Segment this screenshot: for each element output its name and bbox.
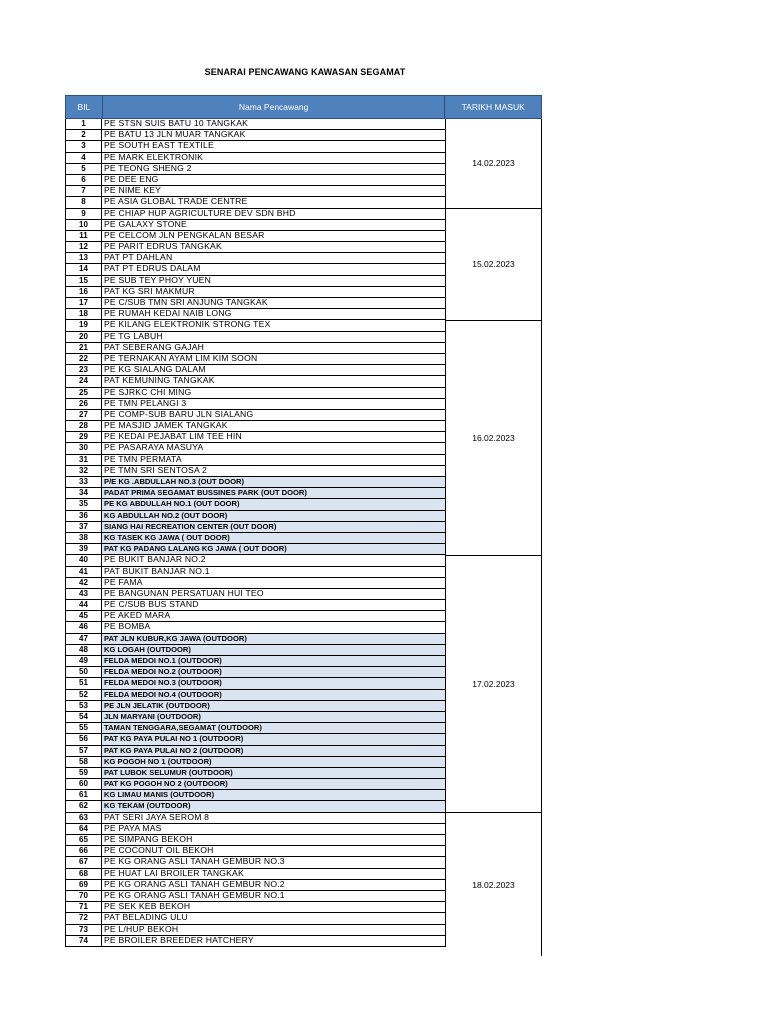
date-group-cell: 17.02.2023 <box>446 556 542 814</box>
row-bil: 48 <box>65 645 102 656</box>
header-date: TARIKH MASUK <box>461 102 525 112</box>
row-bil: 36 <box>65 511 102 522</box>
row-bil: 44 <box>65 600 102 611</box>
row-station-name: PE BROILER BREEDER HATCHERY <box>102 936 446 947</box>
row-station-name: PE C/SUB BUS STAND <box>102 600 446 611</box>
row-bil: 61 <box>65 790 102 801</box>
row-bil: 65 <box>65 835 102 846</box>
row-bil: 41 <box>65 567 102 578</box>
row-bil: 50 <box>65 667 102 678</box>
row-station-name: SIANG HAI RECREATION CENTER (OUT DOOR) <box>102 522 446 533</box>
row-bil: 49 <box>65 656 102 667</box>
row-station-name: JLN MARYANI (OUTDOOR) <box>102 712 446 723</box>
row-station-name: PE TERNAKAN AYAM LIM KIM SOON <box>102 354 446 365</box>
table-body <box>65 119 542 947</box>
row-station-name: PAT KG POGOH NO 2 (OUTDOOR) <box>102 779 446 790</box>
row-station-name: PE PASARAYA MASUYA <box>102 443 446 454</box>
row-station-name: PAT KG PAYA PULAI NO 1 (OUTDOOR) <box>102 734 446 745</box>
row-station-name: PE TG LABUH <box>102 332 446 343</box>
row-bil: 45 <box>65 611 102 622</box>
row-bil: 19 <box>65 320 102 331</box>
row-station-name: PE BATU 13 JLN MUAR TANGKAK <box>102 130 446 141</box>
row-bil: 39 <box>65 544 102 555</box>
row-bil: 42 <box>65 578 102 589</box>
row-station-name: PAT LUBOK SELUMUR (OUTDOOR) <box>102 768 446 779</box>
row-station-name: PE KG ORANG ASLI TANAH GEMBUR NO.1 <box>102 891 446 902</box>
row-bil: 69 <box>65 880 102 891</box>
date-group-cell: 16.02.2023 <box>446 321 542 556</box>
row-bil: 51 <box>65 678 102 689</box>
row-station-name: PAT SEBERANG GAJAH <box>102 343 446 354</box>
row-station-name: PE RUMAH KEDAI NAIB LONG <box>102 309 446 320</box>
row-bil: 24 <box>65 376 102 387</box>
row-station-name: PE BANGUNAN PERSATUAN HUI TEO <box>102 589 446 600</box>
row-station-name: PE KG ABDULLAH NO.1 (OUT DOOR) <box>102 499 446 510</box>
row-station-name: PAT KEMUNING TANGKAK <box>102 376 446 387</box>
row-bil: 8 <box>65 197 102 208</box>
row-station-name: PE STSN SUIS BATU 10 TANGKAK <box>102 119 446 130</box>
row-station-name: PAT PT EDRUS DALAM <box>102 264 446 275</box>
row-station-name: FELDA MEDOI NO.4 (OUTDOOR) <box>102 690 446 701</box>
date-group-cell: 14.02.2023 <box>446 119 542 209</box>
row-bil: 67 <box>65 857 102 868</box>
row-bil: 29 <box>65 432 102 443</box>
table-header <box>65 95 542 119</box>
row-bil: 47 <box>65 634 102 645</box>
row-station-name: PAT KG PADANG LALANG KG JAWA ( OUT DOOR) <box>102 544 446 555</box>
row-station-name: KG LIMAU MANIS (OUTDOOR) <box>102 790 446 801</box>
row-station-name: PE JLN JELATIK (OUTDOOR) <box>102 701 446 712</box>
row-station-name: KG TASEK KG JAWA ( OUT DOOR) <box>102 533 446 544</box>
row-bil: 33 <box>65 477 102 488</box>
row-station-name: PE CELCOM JLN PENGKALAN BESAR <box>102 231 446 242</box>
row-bil: 46 <box>65 622 102 633</box>
row-station-name: TAMAN TENGGARA,SEGAMAT (OUTDOOR) <box>102 723 446 734</box>
row-station-name: PAT SERI JAYA SEROM 8 <box>102 813 446 824</box>
row-bil: 64 <box>65 824 102 835</box>
row-bil: 6 <box>65 175 102 186</box>
row-bil: 58 <box>65 757 102 768</box>
row-bil: 7 <box>65 186 102 197</box>
row-station-name: PAT KG PAYA PULAI NO 2 (OUTDOOR) <box>102 746 446 757</box>
row-bil: 28 <box>65 421 102 432</box>
row-bil: 31 <box>65 455 102 466</box>
row-bil: 71 <box>65 902 102 913</box>
row-bil: 26 <box>65 399 102 410</box>
row-bil: 21 <box>65 343 102 354</box>
row-bil: 37 <box>65 522 102 533</box>
row-bil: 13 <box>65 253 102 264</box>
row-bil: 14 <box>65 264 102 275</box>
row-station-name: FELDA MEDOI NO.2 (OUTDOOR) <box>102 667 446 678</box>
row-station-name: P/E KG .ABDULLAH NO.3 (OUT DOOR) <box>102 477 446 488</box>
row-station-name: PE SJRKC CHI MING <box>102 388 446 399</box>
row-bil: 11 <box>65 231 102 242</box>
date-group-cell: 15.02.2023 <box>446 209 542 321</box>
row-station-name: PE KILANG ELEKTRONIK STRONG TEX <box>102 320 446 331</box>
row-station-name: PE BOMBA <box>102 622 446 633</box>
row-bil: 60 <box>65 779 102 790</box>
row-bil: 25 <box>65 388 102 399</box>
row-bil: 53 <box>65 701 102 712</box>
row-station-name: FELDA MEDOI NO.1 (OUTDOOR) <box>102 656 446 667</box>
row-station-name: PE TMN PELANGI 3 <box>102 399 446 410</box>
row-station-name: PE KG SIALANG DALAM <box>102 365 446 376</box>
row-bil: 1 <box>65 119 102 130</box>
row-station-name: PE COCONUT OIL BEKOH <box>102 846 446 857</box>
row-bil: 57 <box>65 746 102 757</box>
row-station-name: PE L/HUP BEKOH <box>102 925 446 936</box>
row-station-name: PE TEONG SHENG 2 <box>102 164 446 175</box>
row-station-name: PE MASJID JAMEK TANGKAK <box>102 421 446 432</box>
row-bil: 40 <box>65 555 102 566</box>
row-bil: 9 <box>65 209 102 220</box>
row-station-name: PE KG ORANG ASLI TANAH GEMBUR NO.3 <box>102 857 446 868</box>
row-station-name: KG TEKAM (OUTDOOR) <box>102 801 446 812</box>
row-station-name: PAT PT DAHLAN <box>102 253 446 264</box>
row-station-name: KG ABDULLAH NO.2 (OUT DOOR) <box>102 511 446 522</box>
row-bil: 17 <box>65 298 102 309</box>
row-station-name: PE HUAT LAI BROILER TANGKAK <box>102 869 446 880</box>
row-bil: 16 <box>65 287 102 298</box>
row-station-name: FELDA MEDOI NO.3 (OUTDOOR) <box>102 678 446 689</box>
row-bil: 55 <box>65 723 102 734</box>
date-group-cell: 18.02.2023 <box>446 813 542 955</box>
row-station-name: PE KEDAI PEJABAT LIM TEE HIN <box>102 432 446 443</box>
row-bil: 32 <box>65 466 102 477</box>
row-bil: 4 <box>65 153 102 164</box>
row-station-name: PE SEK KEB BEKOH <box>102 902 446 913</box>
row-bil: 52 <box>65 690 102 701</box>
row-station-name: PE TMN PERMATA <box>102 455 446 466</box>
row-station-name: PE ASIA GLOBAL TRADE CENTRE <box>102 197 446 208</box>
row-station-name: PE PAYA MAS <box>102 824 446 835</box>
row-bil: 56 <box>65 734 102 745</box>
row-station-name: PE DEE ENG <box>102 175 446 186</box>
row-station-name: PE NIME KEY <box>102 186 446 197</box>
row-bil: 63 <box>65 813 102 824</box>
sheet-title: SENARAI PENCAWANG KAWASAN SEGAMAT <box>204 67 406 77</box>
row-bil: 72 <box>65 913 102 924</box>
row-bil: 73 <box>65 925 102 936</box>
row-bil: 2 <box>65 130 102 141</box>
row-bil: 10 <box>65 220 102 231</box>
row-station-name: PE CHIAP HUP AGRICULTURE DEV SDN BHD <box>102 209 446 220</box>
row-station-name: KG POGOH NO 1 (OUTDOOR) <box>102 757 446 768</box>
row-station-name: PE SOUTH EAST TEXTILE <box>102 141 446 152</box>
row-station-name: PE MARK ELEKTRONIK <box>102 153 446 164</box>
header-name: Nama Pencawang <box>103 96 446 118</box>
row-bil: 35 <box>65 499 102 510</box>
row-bil: 27 <box>65 410 102 421</box>
row-bil: 23 <box>65 365 102 376</box>
row-bil: 34 <box>65 488 102 499</box>
row-station-name: PE C/SUB TMN SRI ANJUNG TANGKAK <box>102 298 446 309</box>
row-station-name: PAT BUKIT BANJAR NO.1 <box>102 567 446 578</box>
row-bil: 15 <box>65 276 102 287</box>
row-station-name: PE PARIT EDRUS TANGKAK <box>102 242 446 253</box>
row-station-name: PAT KG SRI MAKMUR <box>102 287 446 298</box>
row-station-name: PAT BELADING ULU <box>102 913 446 924</box>
row-bil: 68 <box>65 869 102 880</box>
row-station-name: PE FAMA <box>102 578 446 589</box>
row-bil: 74 <box>65 936 102 947</box>
row-station-name: PADAT PRIMA SEGAMAT BUSSINES PARK (OUT DOOR) <box>102 488 446 499</box>
row-station-name: PE TMN SRI SENTOSA 2 <box>102 466 446 477</box>
row-station-name: PAT JLN KUBUR,KG JAWA (OUTDOOR) <box>102 634 446 645</box>
row-bil: 3 <box>65 141 102 152</box>
row-station-name: KG LOGAH (OUTDOOR) <box>102 645 446 656</box>
row-station-name: PE GALAXY STONE <box>102 220 446 231</box>
row-station-name: PE KG ORANG ASLI TANAH GEMBUR NO.2 <box>102 880 446 891</box>
row-bil: 5 <box>65 164 102 175</box>
row-station-name: PE COMP-SUB BARU JLN SIALANG <box>102 410 446 421</box>
row-bil: 70 <box>65 891 102 902</box>
row-station-name: PE SUB TEY PHOY YUEN <box>102 276 446 287</box>
row-station-name: PE SIMPANG BEKOH <box>102 835 446 846</box>
row-bil: 59 <box>65 768 102 779</box>
row-bil: 38 <box>65 533 102 544</box>
station-table <box>65 95 542 947</box>
row-bil: 22 <box>65 354 102 365</box>
row-bil: 12 <box>65 242 102 253</box>
row-station-name: PE BUKIT BANJAR NO.2 <box>102 555 446 566</box>
row-station-name: PE AKED MARA <box>102 611 446 622</box>
row-bil: 20 <box>65 332 102 343</box>
row-bil: 54 <box>65 712 102 723</box>
header-bil: BIL <box>66 96 103 118</box>
row-bil: 66 <box>65 846 102 857</box>
row-bil: 30 <box>65 443 102 454</box>
row-bil: 43 <box>65 589 102 600</box>
row-bil: 62 <box>65 801 102 812</box>
row-bil: 18 <box>65 309 102 320</box>
